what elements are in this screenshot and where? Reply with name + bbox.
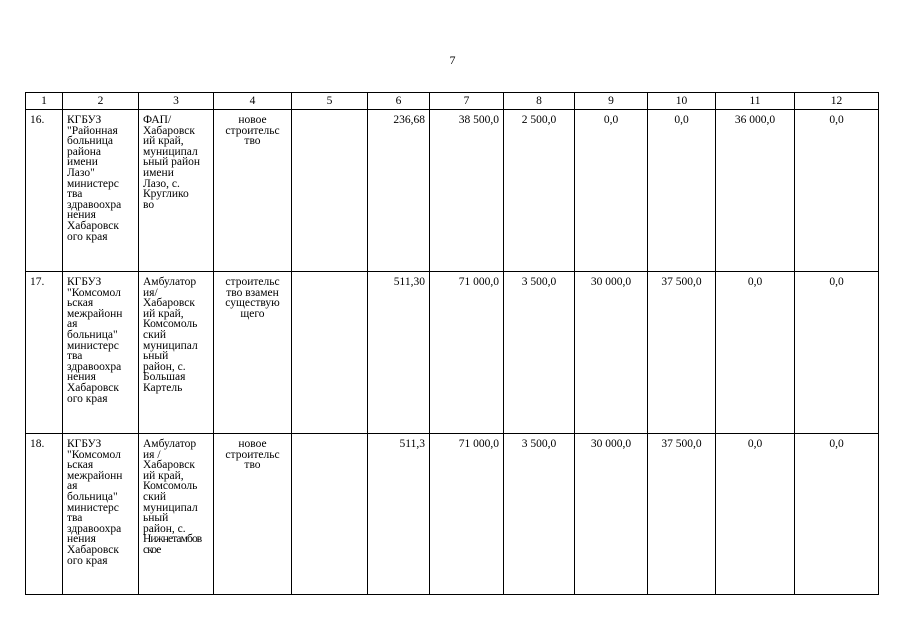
construction-type-line: тво xyxy=(244,459,261,472)
column-number: 11 xyxy=(716,93,795,110)
col6-value: 511,30 xyxy=(393,276,425,288)
col5-value xyxy=(292,110,367,115)
col6-value: 511,3 xyxy=(399,438,425,450)
col10-cell xyxy=(648,110,716,272)
col9-cell xyxy=(575,272,648,434)
col11-cell xyxy=(716,272,795,434)
construction-type-line: строительс xyxy=(225,124,280,137)
col9-cell xyxy=(575,110,648,272)
col8-value: 3 500,0 xyxy=(521,276,557,288)
row-number: 16. xyxy=(30,114,45,126)
page-number: 7 xyxy=(449,53,456,67)
object-line: Лазо, с. xyxy=(143,177,180,190)
col7-cell xyxy=(430,110,504,272)
col9-value: 0,0 xyxy=(603,114,619,126)
col8-cell xyxy=(504,272,575,434)
column-number-row xyxy=(26,93,879,110)
object-line: ьный район xyxy=(143,156,201,169)
object-line: муниципал xyxy=(143,501,198,514)
organization-line: ая xyxy=(67,480,78,493)
col7-value: 38 500,0 xyxy=(458,114,499,126)
organization-cell xyxy=(63,272,139,434)
object-cell xyxy=(139,110,214,272)
construction-type-line: строительс xyxy=(225,276,280,288)
col12-value: 0,0 xyxy=(829,276,844,288)
organization-line: Хабаровск xyxy=(67,543,119,556)
object-line: ьный xyxy=(143,512,169,525)
col7-value: 71 000,0 xyxy=(458,438,499,450)
organization-line: ого края xyxy=(67,554,108,567)
object-cell xyxy=(139,272,214,434)
col6-cell xyxy=(368,110,430,272)
col5-value xyxy=(292,434,367,439)
object-line: ий край, xyxy=(143,135,184,148)
organization-line: ьская xyxy=(67,297,94,310)
col12-cell xyxy=(795,434,879,595)
col8-cell xyxy=(504,110,575,272)
organization-line: больница" xyxy=(67,328,118,341)
organization-line: межрайонн xyxy=(67,307,123,320)
col8-cell xyxy=(504,434,575,595)
col12-value: 0,0 xyxy=(829,114,844,126)
organization-line: межрайонн xyxy=(67,469,123,482)
construction-type-cell xyxy=(214,434,292,595)
column-number: 9 xyxy=(575,93,648,110)
organization-line: ого края xyxy=(67,392,108,405)
column-number: 1 xyxy=(26,93,63,110)
organization-line: "Районная xyxy=(67,124,118,137)
column-number: 12 xyxy=(795,93,879,110)
organization-line: здравоохра xyxy=(67,522,122,535)
organization-line: нения xyxy=(67,533,96,546)
organization-line: Лазо" xyxy=(67,166,95,179)
construction-type-cell xyxy=(214,110,292,272)
construction-type-line: тво xyxy=(244,135,261,148)
object-line: ский xyxy=(143,490,166,503)
object-line: Амбулатор xyxy=(143,276,197,288)
object-line: Комсомоль xyxy=(143,480,198,493)
col10-value: 37 500,0 xyxy=(661,438,702,450)
object-line: Амбулатор xyxy=(143,438,197,450)
column-number: 6 xyxy=(368,93,430,110)
column-number: 7 xyxy=(430,93,504,110)
organization-line: больница xyxy=(67,135,113,148)
organization-line: ая xyxy=(67,318,78,331)
object-line: район, с. xyxy=(143,360,186,373)
table-row xyxy=(26,110,879,272)
organization-cell xyxy=(63,110,139,272)
construction-type-cell xyxy=(214,272,292,434)
object-line: ия / xyxy=(143,448,161,461)
organization-line: больница" xyxy=(67,490,118,503)
row-number-cell xyxy=(26,272,63,434)
organization-line: Хабаровск xyxy=(67,381,119,394)
row-number: 18. xyxy=(30,438,45,450)
col11-cell xyxy=(716,110,795,272)
col6-cell xyxy=(368,272,430,434)
col9-value: 30 000,0 xyxy=(590,438,632,450)
organization-line: тва xyxy=(67,512,83,525)
organization-line: района xyxy=(67,145,102,158)
object-line: Хабаровск xyxy=(143,459,195,472)
col6-value: 236,68 xyxy=(393,114,425,126)
object-line: ский xyxy=(143,328,166,341)
object-line: во xyxy=(143,198,155,211)
col7-cell xyxy=(430,272,504,434)
object-line: район, с. xyxy=(143,522,186,535)
row-number: 17. xyxy=(30,276,45,288)
col10-cell xyxy=(648,272,716,434)
organization-line: Хабаровск xyxy=(67,219,119,232)
col7-cell xyxy=(430,434,504,595)
row-number-cell xyxy=(26,434,63,595)
column-number: 2 xyxy=(63,93,139,110)
table-row xyxy=(26,272,879,434)
row-number-cell xyxy=(26,110,63,272)
column-number: 4 xyxy=(214,93,292,110)
col11-cell xyxy=(716,434,795,595)
col9-cell xyxy=(575,434,648,595)
organization-line: "Комсомол xyxy=(67,286,121,299)
organization-line: КГБУЗ xyxy=(67,114,102,126)
organization-line: КГБУЗ xyxy=(67,438,102,450)
object-line: Большая xyxy=(143,371,186,384)
column-number: 3 xyxy=(139,93,214,110)
organization-line: нения xyxy=(67,371,96,384)
col11-value: 0,0 xyxy=(747,438,763,450)
organization-line: нения xyxy=(67,209,96,222)
organization-cell xyxy=(63,434,139,595)
organization-line: ьская xyxy=(67,459,94,472)
col12-cell xyxy=(795,110,879,272)
organization-line: министерс xyxy=(67,339,119,352)
col7-value: 71 000,0 xyxy=(458,276,499,288)
construction-type-line: новое xyxy=(238,114,267,126)
object-line: ия/ xyxy=(143,286,158,299)
col5-cell xyxy=(292,434,368,595)
organization-line: министерс xyxy=(67,501,119,514)
object-line: ий край, xyxy=(143,469,184,482)
object-line: ФАП/ xyxy=(143,114,172,126)
col8-value: 3 500,0 xyxy=(521,438,557,450)
col5-value xyxy=(292,272,367,277)
organization-line: министерс xyxy=(67,177,119,190)
col6-cell xyxy=(368,434,430,595)
col8-value: 2 500,0 xyxy=(521,114,557,126)
organization-line: тва xyxy=(67,350,83,363)
object-line: ьный xyxy=(143,350,169,363)
construction-type-line: щего xyxy=(240,307,265,320)
construction-type-line: новое xyxy=(238,438,267,450)
object-line: имени xyxy=(143,166,174,179)
organization-line: здравоохра xyxy=(67,198,122,211)
organization-line: имени xyxy=(67,156,98,169)
construction-type-line: тво взамен xyxy=(226,286,279,299)
organization-line: тва xyxy=(67,188,83,201)
col10-cell xyxy=(648,434,716,595)
construction-type-line: существую xyxy=(225,297,280,310)
object-line: Нижнетамбов xyxy=(143,533,202,546)
object-line: Круглико xyxy=(143,188,189,201)
column-number: 10 xyxy=(648,93,716,110)
construction-type-line: строительс xyxy=(225,448,280,461)
table-row xyxy=(26,434,879,595)
col10-value: 37 500,0 xyxy=(661,276,702,288)
col9-value: 30 000,0 xyxy=(590,276,632,288)
object-line: ское xyxy=(143,543,161,556)
organization-line: "Комсомол xyxy=(67,448,121,461)
object-line: муниципал xyxy=(143,145,198,158)
col5-cell xyxy=(292,272,368,434)
col11-value: 36 000,0 xyxy=(734,114,776,126)
col12-value: 0,0 xyxy=(829,438,844,450)
object-line: муниципал xyxy=(143,339,198,352)
col5-cell xyxy=(292,110,368,272)
organization-line: здравоохра xyxy=(67,360,122,373)
col11-value: 0,0 xyxy=(747,276,763,288)
column-number: 8 xyxy=(504,93,575,110)
object-line: Хабаровск xyxy=(143,124,195,137)
col10-value: 0,0 xyxy=(674,114,689,126)
organization-line: КГБУЗ xyxy=(67,276,102,288)
object-line: ий край, xyxy=(143,307,184,320)
organization-line: ого края xyxy=(67,230,108,243)
col12-cell xyxy=(795,272,879,434)
object-line: Комсомоль xyxy=(143,318,198,331)
object-line: Хабаровск xyxy=(143,297,195,310)
object-line: Картель xyxy=(143,381,183,394)
object-cell xyxy=(139,434,214,595)
column-number: 5 xyxy=(292,93,368,110)
investment-table xyxy=(25,92,879,595)
